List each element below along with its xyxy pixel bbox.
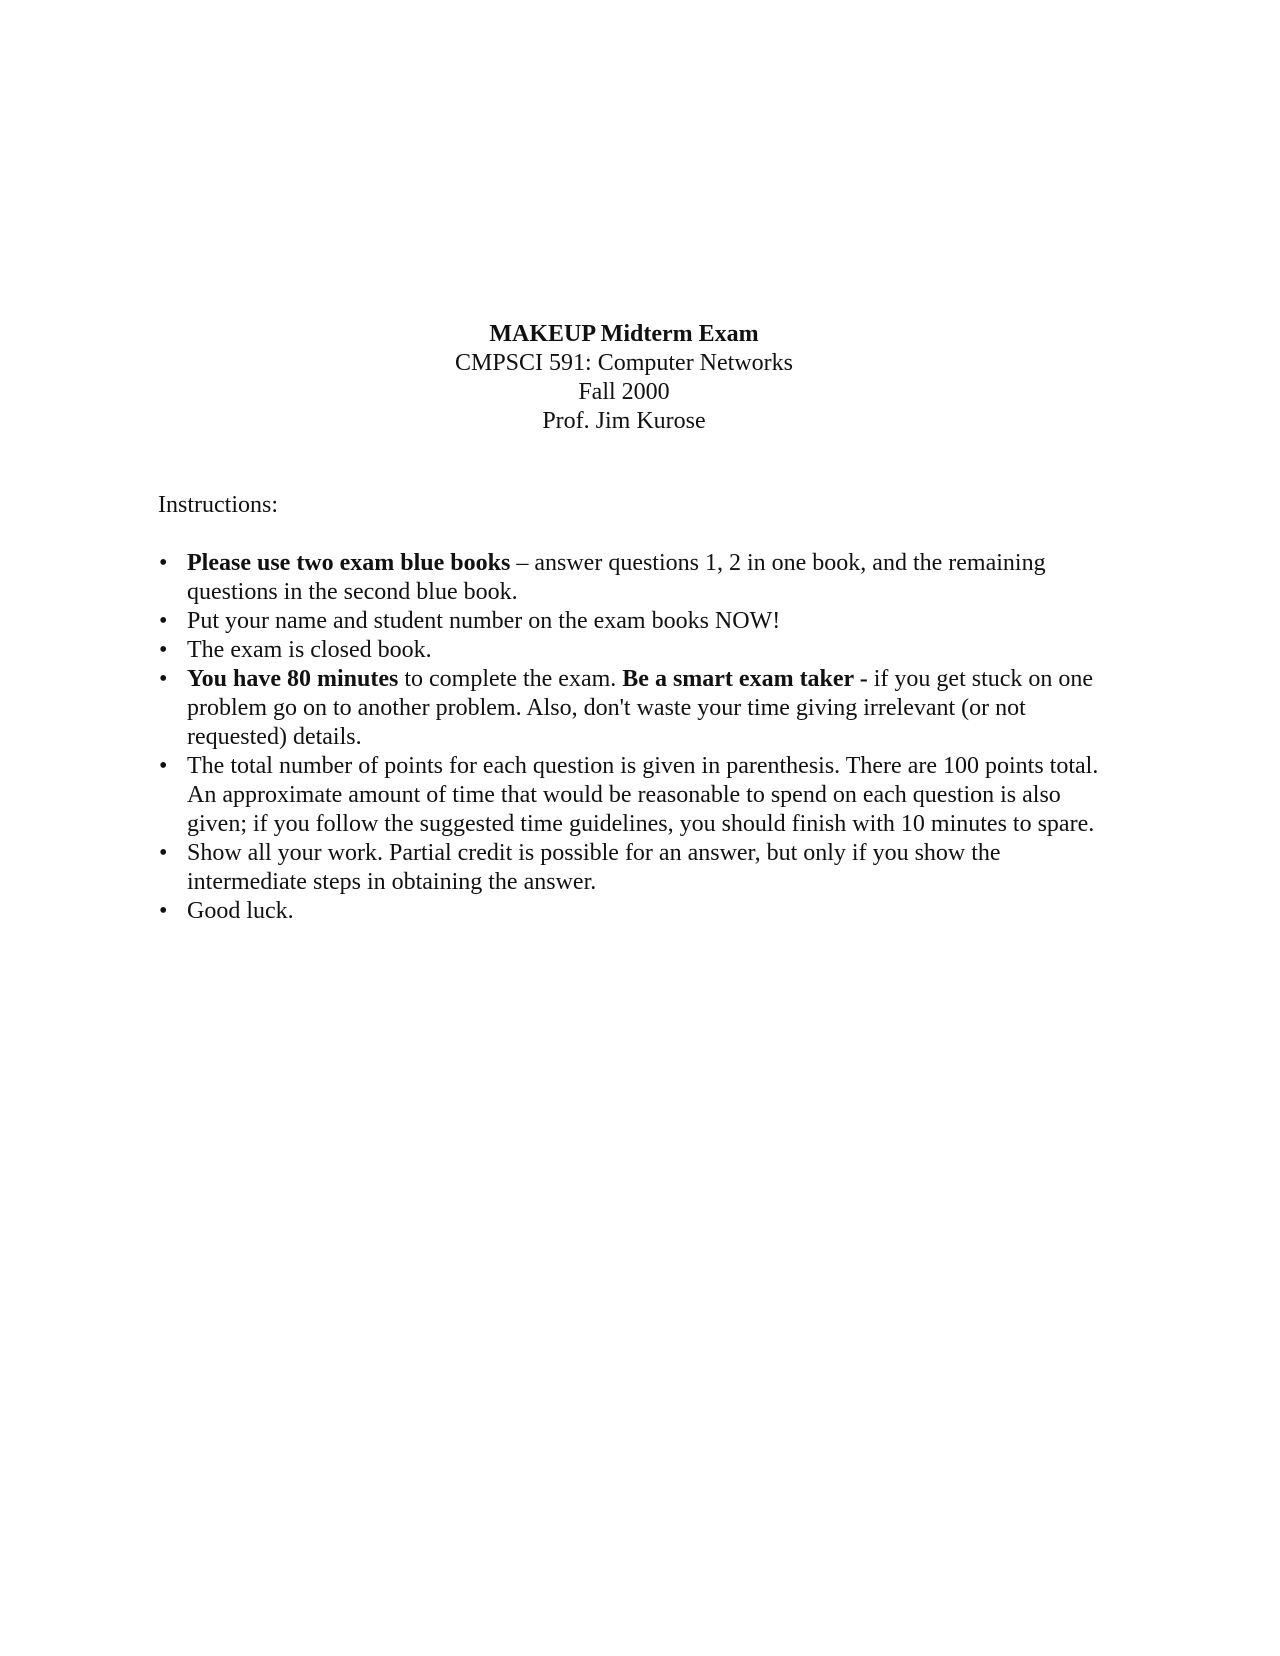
bullet-icon: •	[159, 550, 168, 576]
item-bold-text: You have 80 minutes	[187, 666, 399, 692]
list-item	[158, 752, 1118, 839]
instructions-list	[158, 549, 1118, 926]
bullet-icon: •	[159, 753, 168, 779]
list-item	[158, 897, 1118, 926]
item-text: – answer questions 1, 2 in one book, and the remaining questions in the second blue book.	[187, 550, 1046, 605]
bullet-icon: •	[159, 608, 168, 634]
item-text: if you get stuck on one problem go on to another problem. Also, don't waste your time giving irrelevant (or not requested) details.	[187, 666, 1094, 750]
bullet-icon: •	[159, 840, 168, 866]
item-text: to complete the exam.	[398, 666, 623, 692]
bullet-icon: •	[159, 637, 168, 663]
item-bold-text: Be a smart exam taker -	[622, 666, 868, 692]
item-text: Show all your work. Partial credit is possible for an answer, but only if you show the intermediate steps in obtaining the answer.	[187, 840, 1001, 895]
exam-title: MAKEUP Midterm Exam	[489, 321, 759, 347]
list-item	[158, 839, 1118, 897]
course-name: CMPSCI 591: Computer Networks	[454, 350, 793, 376]
item-text: The exam is closed book.	[187, 637, 432, 663]
list-item	[158, 549, 1118, 607]
item-bold-text: Please use two exam blue books	[187, 550, 511, 576]
list-item	[158, 636, 1118, 665]
list-item	[158, 665, 1118, 752]
exam-header	[0, 320, 1248, 436]
item-text: The total number of points for each question is given in parenthesis. There are 100 points total. An approximate amount of time that would be reasonable to spend on each question is also given; if you follow the suggested time guidelines, you should finish with 10 minutes to spare.	[187, 753, 1099, 837]
item-text: Put your name and student number on the exam books NOW!	[187, 608, 781, 634]
bullet-icon: •	[159, 666, 168, 692]
bullet-icon: •	[159, 898, 168, 924]
list-item	[158, 607, 1118, 636]
instructions-heading: Instructions:	[158, 492, 278, 518]
term: Fall 2000	[578, 379, 670, 405]
instructor: Prof. Jim Kurose	[542, 408, 706, 434]
item-text: Good luck.	[187, 898, 294, 924]
